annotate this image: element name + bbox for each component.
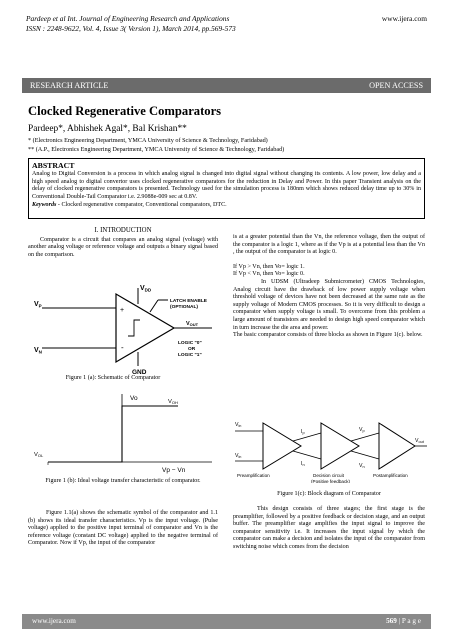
postamplifier-block	[379, 423, 415, 469]
vout-node-label: V	[415, 438, 419, 444]
figure-1a-caption: Figure 1 (a): Schematic of Comparator	[65, 375, 161, 381]
ip-label: I	[301, 429, 303, 435]
vdd-sub: DD	[144, 287, 152, 293]
in-sub: n	[302, 463, 305, 467]
vp-sub: P	[38, 303, 42, 309]
journal-line-2: ISSN : 2248-9622, Vol. 4, Issue 3( Version 1), March 2014, pp.569-573	[26, 24, 236, 33]
footer-website-link[interactable]: www.ijera.com	[32, 617, 76, 625]
ip-sub: p	[302, 431, 305, 435]
figure-1c-block-diagram	[233, 415, 429, 483]
intro-paragraph: Comparator is a circuit that compares an analog signal (voltage) with another analog voltage or reference voltage and outputs a binary signal based on the comparison.	[28, 236, 218, 258]
ip-line	[293, 433, 321, 441]
plus-sign: +	[120, 307, 125, 314]
left-column-paragraph	[28, 510, 218, 548]
svg-text:VDD	[140, 285, 152, 293]
svg-text:Ip	[301, 429, 305, 435]
latch-line	[150, 300, 158, 312]
abstract-body: Analog to Digital Conversion is a process in which analog signal is changed into digital signal without changing its contents. A low power, low delay and a high speed analog to digital convertor uses clocked regenerative comparators for the reduction in Delay and Power. In this paper Transient analysis on the delay of clocked regenerative comparators is presented. Technology used for the simulation process is 180nm which shows reduced delay time up to 30% in Conventional Double-Tail Comparator i.e. 2.9088e-009 sec at 0.8V.	[32, 171, 421, 201]
vn-sub: N	[38, 349, 42, 355]
research-article-label: RESEARCH ARTICLE	[30, 81, 109, 90]
vp-node-label: V	[359, 427, 363, 433]
voh-sub: OH	[171, 400, 178, 406]
vo-axis-label: Vo	[130, 395, 138, 402]
abstract-box	[28, 158, 425, 219]
vn-label: V	[34, 347, 39, 354]
in-label: I	[301, 461, 303, 467]
preamplification-label: Preamplification	[237, 473, 270, 478]
figure-1b-caption: Figure 1 (b): Ideal voltage transfer characteristic of comparator.	[45, 478, 201, 484]
vp-label: V	[34, 301, 39, 308]
svg-text:VOH	[168, 399, 178, 405]
vn-node-label: V	[359, 463, 363, 469]
minus-sign: -	[121, 343, 124, 352]
svg-text:VOL	[34, 452, 44, 458]
vout-sub: OUT	[189, 322, 199, 328]
svg-text:VN	[34, 347, 42, 355]
right-column-text	[233, 234, 425, 340]
figure-1c-caption: Figure 1(c): Block diagram of Comparator	[277, 491, 381, 497]
condition-2: If Vp < Vn, then Vo= logic 0.	[233, 271, 305, 278]
abstract-heading: ABSTRACT	[32, 161, 75, 170]
transfer-curve	[48, 406, 178, 462]
left-column-intro	[28, 227, 218, 259]
logic-1-label: LOGIC "1"	[178, 353, 202, 358]
keywords-text: - Clocked regenerative comparator, Conventional comparators, DTC.	[56, 201, 227, 208]
open-access-label: OPEN ACCESS	[369, 81, 423, 90]
affiliation-2: ** (A.P., Electronics Engineering Department, YMCA University of Science & Technology, Faridabad)	[28, 146, 285, 153]
vdd-label: V	[140, 285, 145, 292]
vin-minus-sub: in	[238, 455, 242, 459]
svg-text:Vin	[235, 453, 241, 459]
vin-label: V	[235, 422, 239, 428]
footer-page-number	[386, 614, 421, 629]
logic-explanation-paragraph: is at a greater potential than the Vn, the reference voltage, then the output of the comparator is a logic 1, where as if the Vp is at a potential less than the Vn , the output of the comparator is at logic 0.	[233, 234, 425, 256]
article-type-banner	[22, 78, 431, 93]
paper-title: Clocked Regenerative Comparators	[28, 104, 222, 118]
condition-1: If Vp > Vn, then Vo= logic 1.	[233, 263, 305, 270]
vout-label: V	[186, 321, 190, 327]
vp-node-sub: p	[362, 429, 365, 433]
stages-paragraph: This design consists of three stages; the first stage is the preamplifier, followed by a positive feedback or decision stage, and an output buffer. The preamplifier stage amplifies the input signal to improve the comparator sensitivity i.e. It increases the input signal by which the comparator can make a decision and isolates the input of the comparator from switching noise which comes from the decision	[233, 506, 425, 550]
figure-1a-comparator-schematic	[28, 282, 218, 374]
vn-node-sub: n	[362, 465, 365, 469]
section-heading-introduction: I. INTRODUCTION	[94, 227, 152, 234]
postamplification-label: Postamplification	[373, 473, 408, 478]
gnd-label: GND	[132, 369, 147, 374]
in-line	[293, 451, 321, 459]
svg-text:Vn	[359, 463, 365, 469]
figure-1-description-paragraph: Figure 1.1(a) shows the schematic symbol of the comparator and 1.1 (b) shows its ideal transfer characteristics. Vp is the input voltage. (Pulse voltage) applied to the positive input terminal of comparator and Vn is the reference voltage (constant DC voltage) applied to the negative terminal of Comparator. Now if Vp, the input of the comparator	[28, 510, 218, 547]
block-intro-paragraph: The basic comparator consists of three blocks as shown in Figure 1(c). below.	[233, 332, 423, 339]
voh-label: V	[168, 399, 172, 405]
svg-text:Vin	[235, 422, 241, 428]
svg-text:Vout	[415, 438, 425, 444]
comparator-triangle	[116, 294, 174, 362]
logic-0-label: LOGIC "0"	[178, 341, 202, 346]
decision-circuit-label: Decision circuit	[313, 473, 344, 478]
decision-block	[321, 423, 359, 469]
logic-or-label: OR	[188, 347, 196, 352]
journal-header	[26, 14, 427, 34]
udsm-paragraph: In UDSM (Ultradeep Submicrometer) CMOS Technologies, Analog circuit have the drawback of low power supply voltage when threshold voltage of devices have not been decreased at the same rate as the supply voltage of Modern CMOS processes. So it is very difficult to design a comparator when supply voltage is small. To overcome from this problem a large amount of transistors are needed to design high speed comparator which in turn increase the die area and power.	[233, 278, 425, 331]
svg-text:VP	[34, 301, 42, 309]
svg-text:In	[301, 461, 305, 467]
x-axis-label: Vp − Vn	[162, 467, 186, 474]
vol-label: V	[34, 452, 38, 458]
vp-line	[351, 433, 379, 441]
vin-minus-label: V	[235, 453, 239, 459]
page-footer	[22, 614, 431, 629]
vol-sub: OL	[37, 453, 44, 459]
vn-line	[351, 451, 379, 459]
journal-website[interactable]: www.ijera.com	[381, 14, 427, 23]
journal-line-1: Pardeep et al Int. Journal of Engineering Research and Applications	[26, 14, 230, 23]
figure-1b-transfer-characteristic	[28, 390, 218, 475]
page-word: | P a g e	[396, 617, 421, 625]
vin-sub: in	[238, 424, 242, 428]
right-column-stages	[233, 506, 425, 552]
preamplifier-block	[263, 423, 301, 469]
vout-node-sub: out	[418, 440, 424, 444]
keywords-label: Keywords	[32, 201, 57, 208]
abstract-text	[32, 171, 421, 210]
affiliation-1: * (Electronics Engineering Department, YMCA University of Science & Technology, Faridabad)	[28, 137, 268, 144]
paper-authors: Pardeep*, Abhishek Agal*, Bal Krishan**	[28, 124, 187, 134]
svg-text:VOUT	[186, 321, 199, 327]
positive-feedback-label: (Positive feedback)	[311, 479, 351, 483]
hysteresis-icon	[128, 320, 140, 336]
latch-optional-label: (OPTIONAL)	[170, 305, 198, 310]
svg-text:Vp	[359, 427, 365, 433]
latch-enable-label: LATCH ENABLE	[170, 299, 207, 304]
page-number: 569	[386, 617, 397, 625]
